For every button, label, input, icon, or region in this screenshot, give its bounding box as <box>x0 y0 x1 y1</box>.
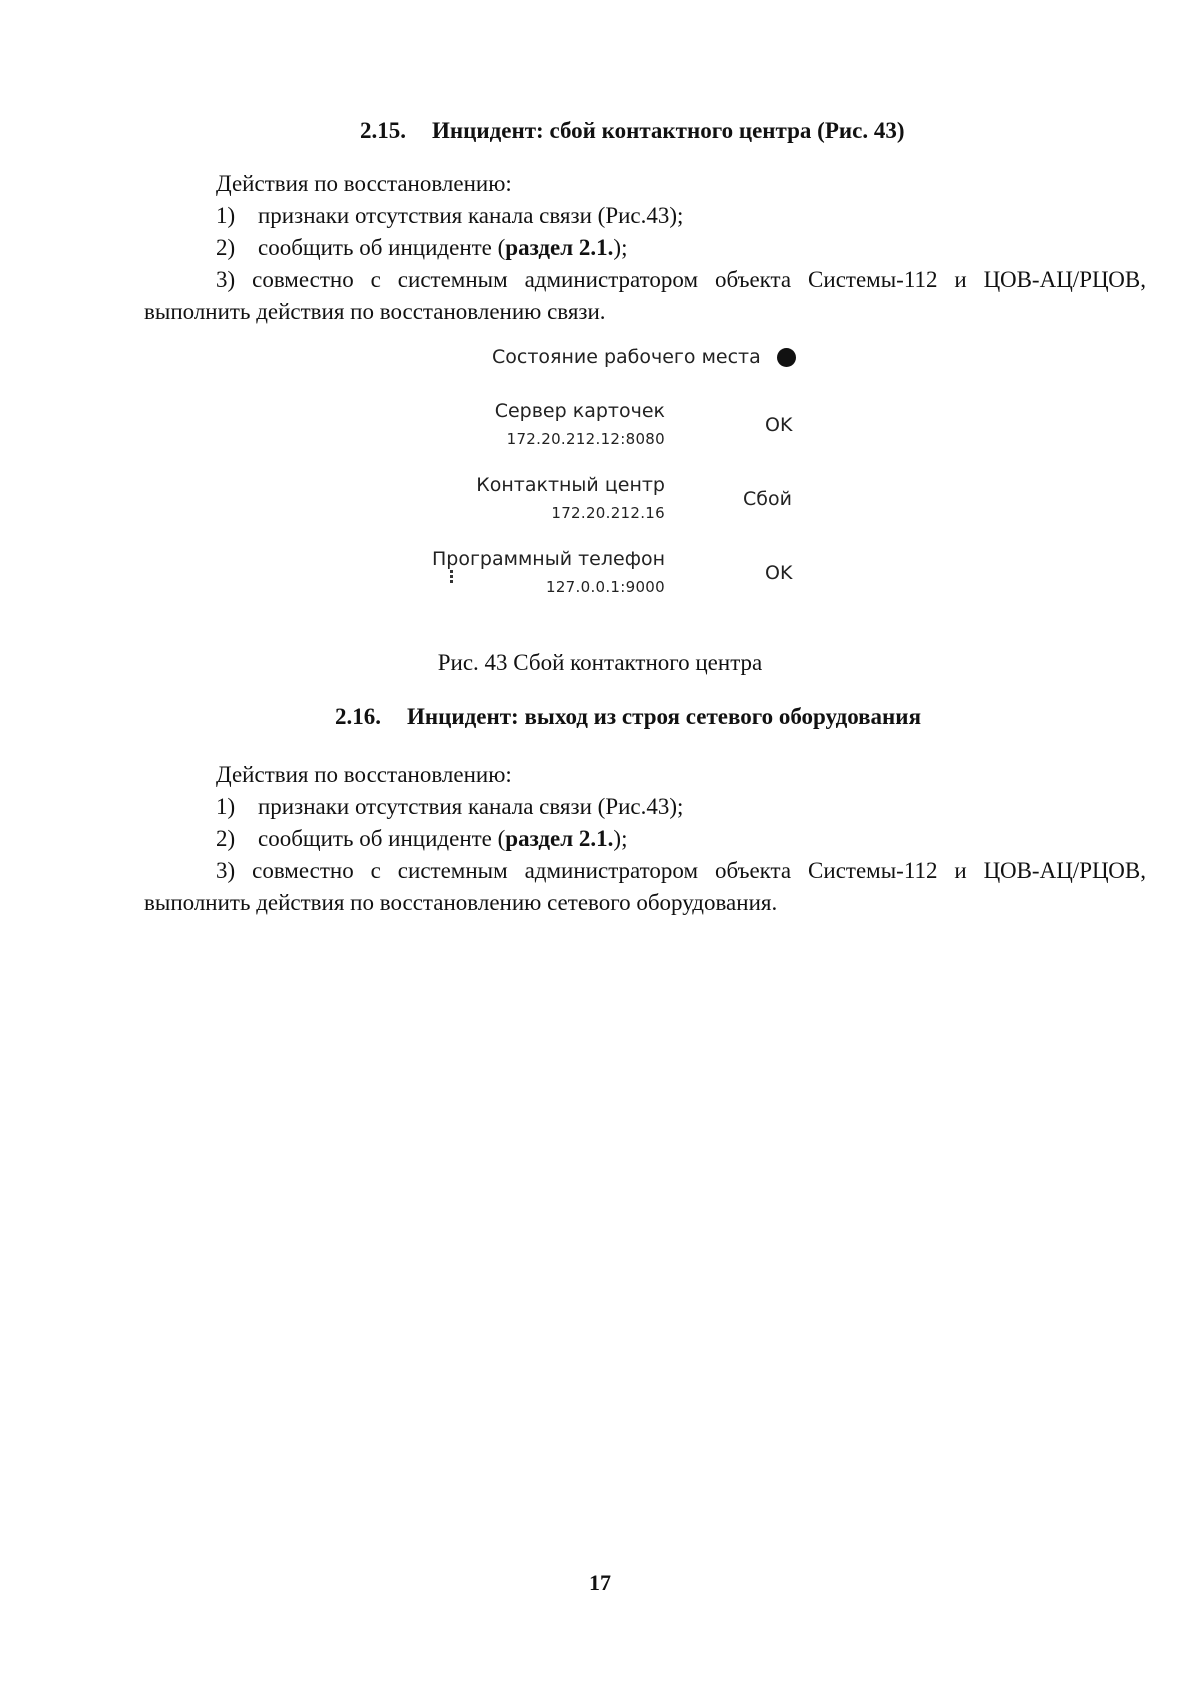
list-item <box>216 823 627 855</box>
word: с <box>370 858 381 883</box>
list-item-justified <box>216 264 1146 296</box>
word: и <box>954 267 967 292</box>
word: администратором <box>524 267 699 292</box>
list-item-justified <box>216 855 1146 887</box>
section-heading-2-16 <box>335 704 921 730</box>
word: Системы-112 <box>808 267 938 292</box>
word: с <box>370 267 381 292</box>
list-item-number: 2) <box>216 235 236 260</box>
word: и <box>954 858 967 883</box>
section-title: Инцидент: выход из строя сетевого оборудования <box>407 704 922 729</box>
list-item-tail: ); <box>613 826 628 851</box>
word: совместно <box>252 267 354 292</box>
service-status: Сбой <box>743 488 792 510</box>
list-item-number: 2) <box>216 826 236 851</box>
word: Системы-112 <box>808 858 938 883</box>
service-address: 172.20.212.16 <box>551 504 665 522</box>
service-status: OK <box>765 562 793 584</box>
section-title: Инцидент: сбой контактного центра (Рис. 43) <box>432 118 905 143</box>
list-item-text: сообщить об инциденте ( <box>258 826 506 851</box>
workstation-status-figure <box>431 338 820 608</box>
list-item <box>216 232 627 264</box>
list-item-continuation: выполнить действия по восстановлению связи. <box>144 299 606 324</box>
service-name: Сервер карточек <box>494 400 665 422</box>
list-item-number: 1) <box>216 794 236 819</box>
list-item-number: 3) <box>216 267 236 292</box>
word: системным <box>397 858 508 883</box>
section-number: 2.15. <box>360 118 406 143</box>
section-number: 2.16. <box>335 704 381 729</box>
word: ЦОВ-АЦ/РЦОВ, <box>983 858 1146 883</box>
page-number: 17 <box>589 1570 611 1595</box>
actions-intro: Действия по восстановлению: <box>216 762 512 787</box>
word: системным <box>397 267 508 292</box>
more-options-icon[interactable] <box>450 570 454 584</box>
list-item-text: сообщить об инциденте ( <box>258 235 506 260</box>
service-status: OK <box>765 414 793 436</box>
figure-title: Состояние рабочего места <box>492 346 761 368</box>
word: объекта <box>714 267 792 292</box>
service-address: 172.20.212.12:8080 <box>506 430 665 448</box>
list-item-number: 1) <box>216 203 236 228</box>
service-address: 127.0.0.1:9000 <box>546 578 665 596</box>
word: совместно <box>252 858 354 883</box>
list-item-tail: ); <box>613 235 628 260</box>
figure-caption: Рис. 43 Сбой контактного центра <box>437 650 763 675</box>
list-item <box>216 200 683 232</box>
status-indicator-icon <box>777 348 796 367</box>
list-item-text: признаки отсутствия канала связи (Рис.43); <box>258 203 684 228</box>
service-name: Программный телефон <box>431 548 665 570</box>
actions-intro: Действия по восстановлению: <box>216 171 512 196</box>
word: объекта <box>714 858 792 883</box>
section-heading-2-15 <box>360 118 905 144</box>
section-reference: раздел 2.1. <box>505 826 614 851</box>
list-item-number: 3) <box>216 858 236 883</box>
word: администратором <box>524 858 699 883</box>
service-name: Контактный центр <box>476 474 665 496</box>
list-item-text: признаки отсутствия канала связи (Рис.43); <box>258 794 684 819</box>
word: ЦОВ-АЦ/РЦОВ, <box>983 267 1146 292</box>
list-item-continuation: выполнить действия по восстановлению сетевого оборудования. <box>144 890 778 915</box>
section-reference: раздел 2.1. <box>505 235 614 260</box>
list-item <box>216 791 683 823</box>
